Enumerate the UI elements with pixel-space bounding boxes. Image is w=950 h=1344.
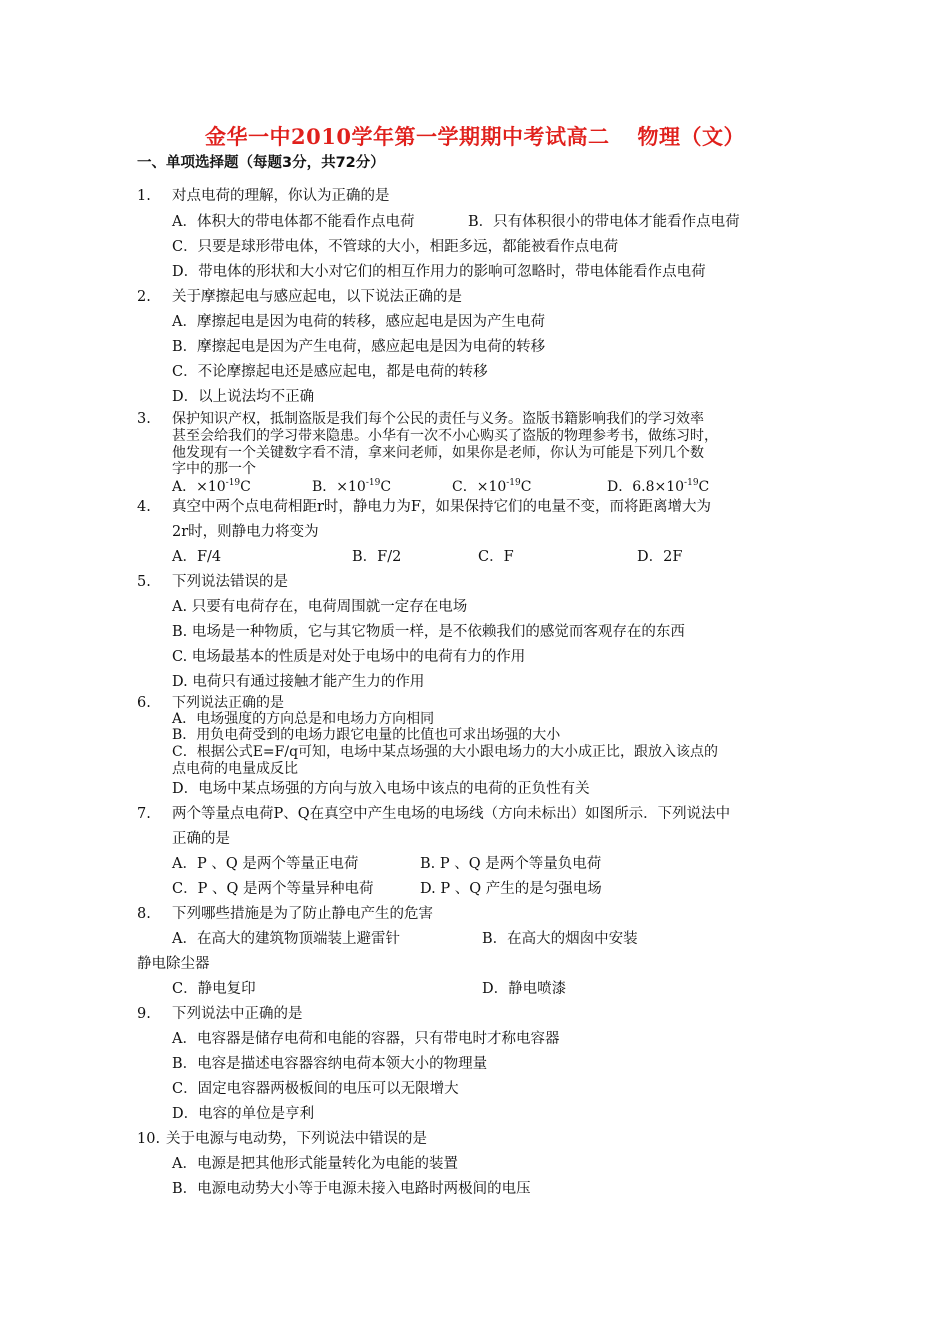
question-number: 7. — [137, 806, 151, 822]
question-text: 下列说法错误的是 — [172, 574, 288, 590]
option: A．电场强度的方向总是和电场力方向相同 — [172, 711, 435, 727]
option: C．F — [478, 549, 514, 565]
question-number: 1. — [137, 188, 151, 204]
question-number: 8. — [137, 906, 151, 922]
question-number: 5. — [137, 574, 151, 590]
question-number: 4. — [137, 499, 151, 515]
exam-title-main: 金华一中2010学年第一学期期中考试高二 — [205, 124, 610, 149]
option: C．P 、Q 是两个等量异种电荷 — [172, 881, 374, 897]
option: B. P 、Q 是两个等量负电荷 — [420, 856, 602, 872]
option: A．F/4 — [172, 549, 222, 565]
option: A．电源是把其他形式能量转化为电能的装置 — [172, 1156, 458, 1172]
option: B．只有体积很小的带电体才能看作点电荷 — [468, 214, 740, 230]
question-text: 对点电荷的理解，你认为正确的是 — [172, 188, 390, 204]
option: D．带电体的形状和大小对它们的相互作用力的影响可忽略时，带电体能看作点电荷 — [172, 264, 706, 280]
option: C．根据公式E=F/q可知，电场中某点场强的大小跟电场力的大小成正比，跟放入该点的 — [172, 744, 719, 760]
section-heading: 一、单项选择题（每题3分，共72分） — [137, 155, 385, 171]
option: B．$\times 10^{-19}C$ — [312, 478, 392, 495]
question-text-line: 正确的是 — [172, 831, 230, 847]
question-text: 下列说法正确的是 — [172, 695, 284, 711]
question-number: 2. — [137, 289, 151, 305]
option: D. 电荷只有通过接触才能产生力的作用 — [172, 674, 425, 690]
option: D．电场中某点场强的方向与放入电场中该点的电荷的正负性有关 — [172, 781, 590, 797]
option: A．体积大的带电体都不能看作点电荷 — [172, 214, 415, 230]
option: A．电容器是储存电荷和电能的容器，只有带电时才称电容器 — [172, 1031, 560, 1047]
option: C．固定电容器两极板间的电压可以无限增大 — [172, 1081, 459, 1097]
option-continuation: 静电除尘器 — [137, 956, 210, 972]
option: D．静电喷漆 — [482, 981, 567, 997]
question-text-line: 甚至会给我们的学习带来隐患。小华有一次不小心购买了盗版的物理参考书，做练习时， — [172, 428, 718, 444]
question-text: 关于摩擦起电与感应起电，以下说法正确的是 — [172, 289, 462, 305]
question-text: 关于电源与电动势，下列说法中错误的是 — [166, 1131, 427, 1147]
option: D. P 、Q 产生的是匀强电场 — [420, 881, 602, 897]
option: B．用负电荷受到的电场力跟它电量的比值也可求出场强的大小 — [172, 727, 561, 743]
question-text-line: 2r时，则静电力将变为 — [172, 524, 319, 540]
option: C．不论摩擦起电还是感应起电，都是电荷的转移 — [172, 364, 488, 380]
option: A．在高大的建筑物顶端装上避雷针 — [172, 931, 400, 947]
option: B．摩擦起电是因为产生电荷，感应起电是因为电荷的转移 — [172, 339, 546, 355]
question-text-line: 字中的那一个 — [172, 461, 256, 477]
question-text: 下列说法中正确的是 — [172, 1006, 303, 1022]
question-text-line: 他发现有一个关键数字看不清，拿来问老师，如果你是老师，你认为可能是下列几个数 — [172, 445, 704, 461]
option: A. 只要有电荷存在，电荷周围就一定存在电场 — [172, 599, 468, 615]
question-text-line: 真空中两个点电荷相距r时，静电力为F，如果保持它们的电量不变，而将距离增大为 — [172, 499, 711, 515]
option: C．静电复印 — [172, 981, 256, 997]
question-text-line: 保护知识产权，抵制盗版是我们每个公民的责任与义务。盗版书籍影响我们的学习效率 — [172, 411, 704, 427]
option: D．以上说法均不正确 — [172, 389, 315, 405]
option: C. 电场最基本的性质是对处于电场中的电荷有力的作用 — [172, 649, 526, 665]
option: B．电容是描述电容器容纳电荷本领大小的物理量 — [172, 1056, 488, 1072]
question-text-line: 两个等量点电荷P、Q在真空中产生电场的电场线（方向未标出）如图所示．下列说法中 — [172, 806, 731, 822]
option: D．$6.8\times 10^{-19}C$ — [607, 478, 710, 495]
option: A．摩擦起电是因为电荷的转移，感应起电是因为产生电荷 — [172, 314, 545, 330]
option: 点电荷的电量成反比 — [172, 761, 298, 777]
option: B. 电场是一种物质，它与其它物质一样，是不依赖我们的感觉而客观存在的东西 — [172, 624, 685, 640]
option: B．F/2 — [352, 549, 402, 565]
question-text: 下列哪些措施是为了防止静电产生的危害 — [172, 906, 433, 922]
option: B．在高大的烟囱中安装 — [482, 931, 638, 947]
question-number: 9. — [137, 1006, 151, 1022]
option: D．2F — [637, 549, 683, 565]
option: C．$\times 10^{-19}C$ — [452, 478, 532, 495]
question-number: 6. — [137, 695, 151, 711]
option: C．只要是球形带电体，不管球的大小，相距多远，都能被看作点电荷 — [172, 239, 619, 255]
question-number: 10. — [137, 1131, 161, 1147]
option: D．电容的单位是亨利 — [172, 1106, 315, 1122]
option: B．电源电动势大小等于电源未接入电路时两极间的电压 — [172, 1181, 531, 1197]
option: A．P 、Q 是两个等量正电荷 — [172, 856, 359, 872]
option: A．$\times 10^{-19}C$ — [172, 478, 251, 495]
exam-title — [0, 121, 950, 151]
exam-title-subject: 物理（文） — [637, 124, 745, 149]
question-number: 3. — [137, 411, 151, 427]
